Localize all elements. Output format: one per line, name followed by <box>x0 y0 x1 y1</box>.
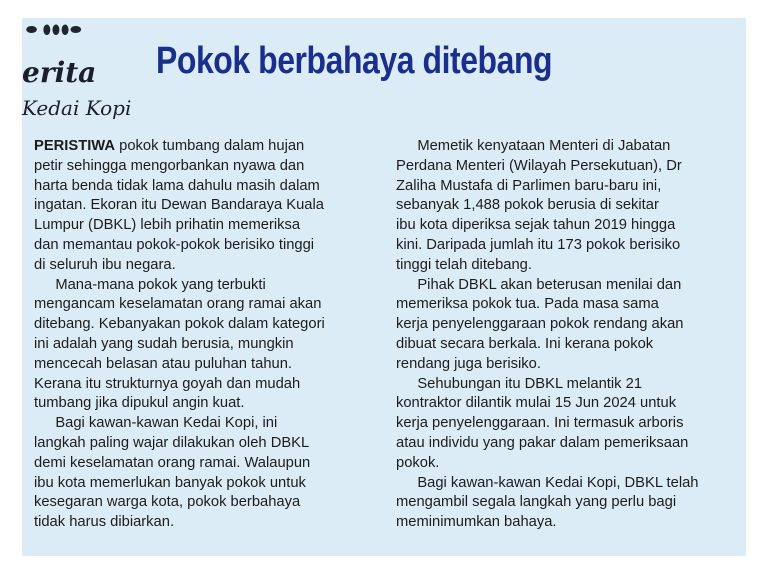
paragraph-line: mengambil segala langkah yang perlu bagi <box>396 493 677 511</box>
paragraph-line: ingatan. Ekoran itu Dewan Bandaraya Kuala <box>34 196 324 214</box>
coffee-beans-icon: ⬬ ⬮⬮⬮⬬ <box>26 22 83 37</box>
paragraph-line: Lumpur (DBKL) lebih prihatin memeriksa <box>34 216 301 234</box>
paragraph-line: kontraktor dilantik mulai 15 Jun 2024 untuk <box>396 394 677 412</box>
paragraph-line: Bagi kawan-kawan Kedai Kopi, DBKL telah <box>417 473 699 491</box>
paragraph-line: Perdana Menteri (Wilayah Persekutuan), Dr <box>396 156 682 174</box>
left-column <box>34 136 374 532</box>
paragraph-line: tumbang jika dipukul angin kuat. <box>34 394 245 412</box>
paragraph-line: tidak harus dibiarkan. <box>34 513 175 531</box>
paragraph-line: ditebang. Kebanyakan pokok dalam kategori <box>34 315 325 333</box>
paragraph-line: kerja penyelenggaraan pokok rendang akan <box>396 315 684 333</box>
paragraph-line: Bagi kawan-kawan Kedai Kopi, ini <box>55 414 278 432</box>
paragraph-line: atau individu yang pakar dalam pemeriksaan <box>396 433 689 451</box>
paragraph-line: ibu kota diperiksa sejak tahun 2019 hingga <box>396 216 676 234</box>
paragraph-line: rendang juga berisiko. <box>396 354 541 372</box>
paragraph-line: langkah paling wajar dilakukan oleh DBKL <box>34 433 310 451</box>
paragraph-line: mengancam keselamatan orang ramai akan <box>34 295 322 313</box>
paragraph-line: memeriksa pokok tua. Pada masa sama <box>396 295 659 313</box>
paragraph-line: meminimumkan bahaya. <box>396 513 557 531</box>
paragraph-line: ini adalah yang sudah berusia, mungkin <box>34 334 294 352</box>
paragraph-line: sebanyak 1,488 pokok berusia di sekitar <box>396 196 659 214</box>
column-logo <box>22 18 132 118</box>
paragraph-line: harta benda tidak lama dahulu masih dalam <box>34 176 320 194</box>
logo-text-line2: Kedai Kopi <box>22 96 132 120</box>
paragraph-line: Sehubungan itu DBKL melantik 21 <box>417 374 643 392</box>
paragraph-line: tinggi telah ditebang. <box>396 255 532 273</box>
paragraph-line: petir sehingga mengorbankan nyawa dan <box>34 156 305 174</box>
paragraph-line: ibu kota memerlukan banyak pokok untuk <box>34 473 306 491</box>
paragraph-line: PERISTIWA pokok tumbang dalam hujan <box>34 137 305 154</box>
paragraph-line: demi keselamatan orang ramai. Walaupun <box>34 453 311 471</box>
logo-text-line1: erita <box>22 56 97 89</box>
right-column <box>396 136 732 532</box>
paragraph-line: Zaliha Mustafa di Parlimen baru-baru ini, <box>396 176 662 194</box>
paragraph-line: dibuat secara berkala. Ini kerana pokok <box>396 334 654 352</box>
paragraph-line: kesegaran warga kota, pokok berbahaya <box>34 493 301 511</box>
paragraph-line: kini. Daripada jumlah itu 173 pokok berisiko <box>396 235 681 253</box>
paragraph-line: Kerana itu strukturnya goyah dan mudah <box>34 374 301 392</box>
paragraph-line: Mana-mana pokok yang terbukti <box>55 275 266 293</box>
paragraph-line: Pihak DBKL akan beterusan menilai dan <box>417 275 682 293</box>
paragraph-line: mencecah belasan atau puluhan tahun. <box>34 354 293 372</box>
paragraph-line: di seluruh ibu negara. <box>34 255 176 273</box>
paragraph-line: Memetik kenyataan Menteri di Jabatan <box>417 137 671 154</box>
paragraph-line: kerja penyelenggaraan. Ini termasuk arboris <box>396 414 684 432</box>
lead-word: PERISTIWA <box>34 137 116 154</box>
paragraph-line: pokok. <box>396 453 440 471</box>
paragraph-line: dan memantau pokok-pokok berisiko tinggi <box>34 235 315 253</box>
article-headline: Pokok berbahaya ditebang <box>156 40 553 82</box>
